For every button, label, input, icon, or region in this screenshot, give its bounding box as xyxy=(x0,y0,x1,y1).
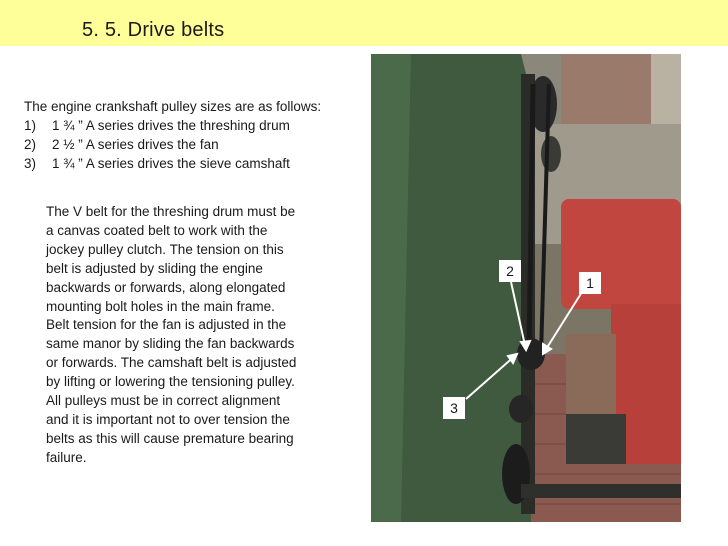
paragraph-line: by lifting or lowering the tensioning pulley. xyxy=(46,374,295,390)
paragraph-line: or forwards. The camshaft belt is adjusted xyxy=(46,355,297,371)
list-number: 3) xyxy=(24,156,37,171)
pulley-list-item xyxy=(24,135,364,154)
paragraph-line: backwards or forwards, along elongated xyxy=(46,279,286,295)
paragraph-line: Belt tension for the fan is adjusted in the xyxy=(46,317,287,333)
paragraph-line: All pulleys must be in correct alignment xyxy=(46,393,281,409)
callout-label-1: 1 xyxy=(579,272,601,294)
list-text: 1 ¾ ” A series drives the sieve camshaft xyxy=(52,156,290,171)
paragraph-line: mounting bolt holes in the main frame. xyxy=(46,298,275,314)
callout-label-2: 2 xyxy=(499,260,521,282)
callout-label-3: 3 xyxy=(443,397,465,419)
list-text: 2 ½ ” A series drives the fan xyxy=(52,137,219,152)
pulley-list-item xyxy=(24,154,364,173)
belt-instructions-paragraph xyxy=(46,203,336,468)
engine-cylinder xyxy=(566,334,616,414)
paragraph-line: same manor by sliding the fan backwards xyxy=(46,336,295,352)
paragraph-line: jockey pulley clutch. The tension on this xyxy=(46,241,284,257)
photo-illustration xyxy=(371,54,681,522)
base-frame xyxy=(521,484,681,498)
drive-belts-photo xyxy=(371,54,681,522)
paragraph-line: The V belt for the threshing drum must be xyxy=(46,204,296,219)
pulley xyxy=(541,136,561,172)
engine-base xyxy=(566,414,626,464)
list-number: 2) xyxy=(24,137,37,152)
paragraph-line: a canvas coated belt to work with the xyxy=(46,222,268,238)
pulley-list-item xyxy=(24,116,364,135)
paragraph-line: and it is important not to over tension the xyxy=(46,411,290,427)
slide-title: 5. 5. Drive belts xyxy=(82,19,225,41)
list-text: 1 ¾ ” A series drives the threshing drum xyxy=(52,118,290,133)
paragraph-line: belts as this will cause premature bearing xyxy=(46,430,294,446)
list-number: 1) xyxy=(24,118,37,133)
paragraph-line: belt is adjusted by sliding the engine xyxy=(46,260,263,276)
paragraph-line: failure. xyxy=(46,449,87,465)
tension-pulley xyxy=(509,395,533,423)
pulley-sizes-intro: The engine crankshaft pulley sizes are as follows: xyxy=(24,99,322,114)
pulley-sizes-section xyxy=(24,97,364,173)
